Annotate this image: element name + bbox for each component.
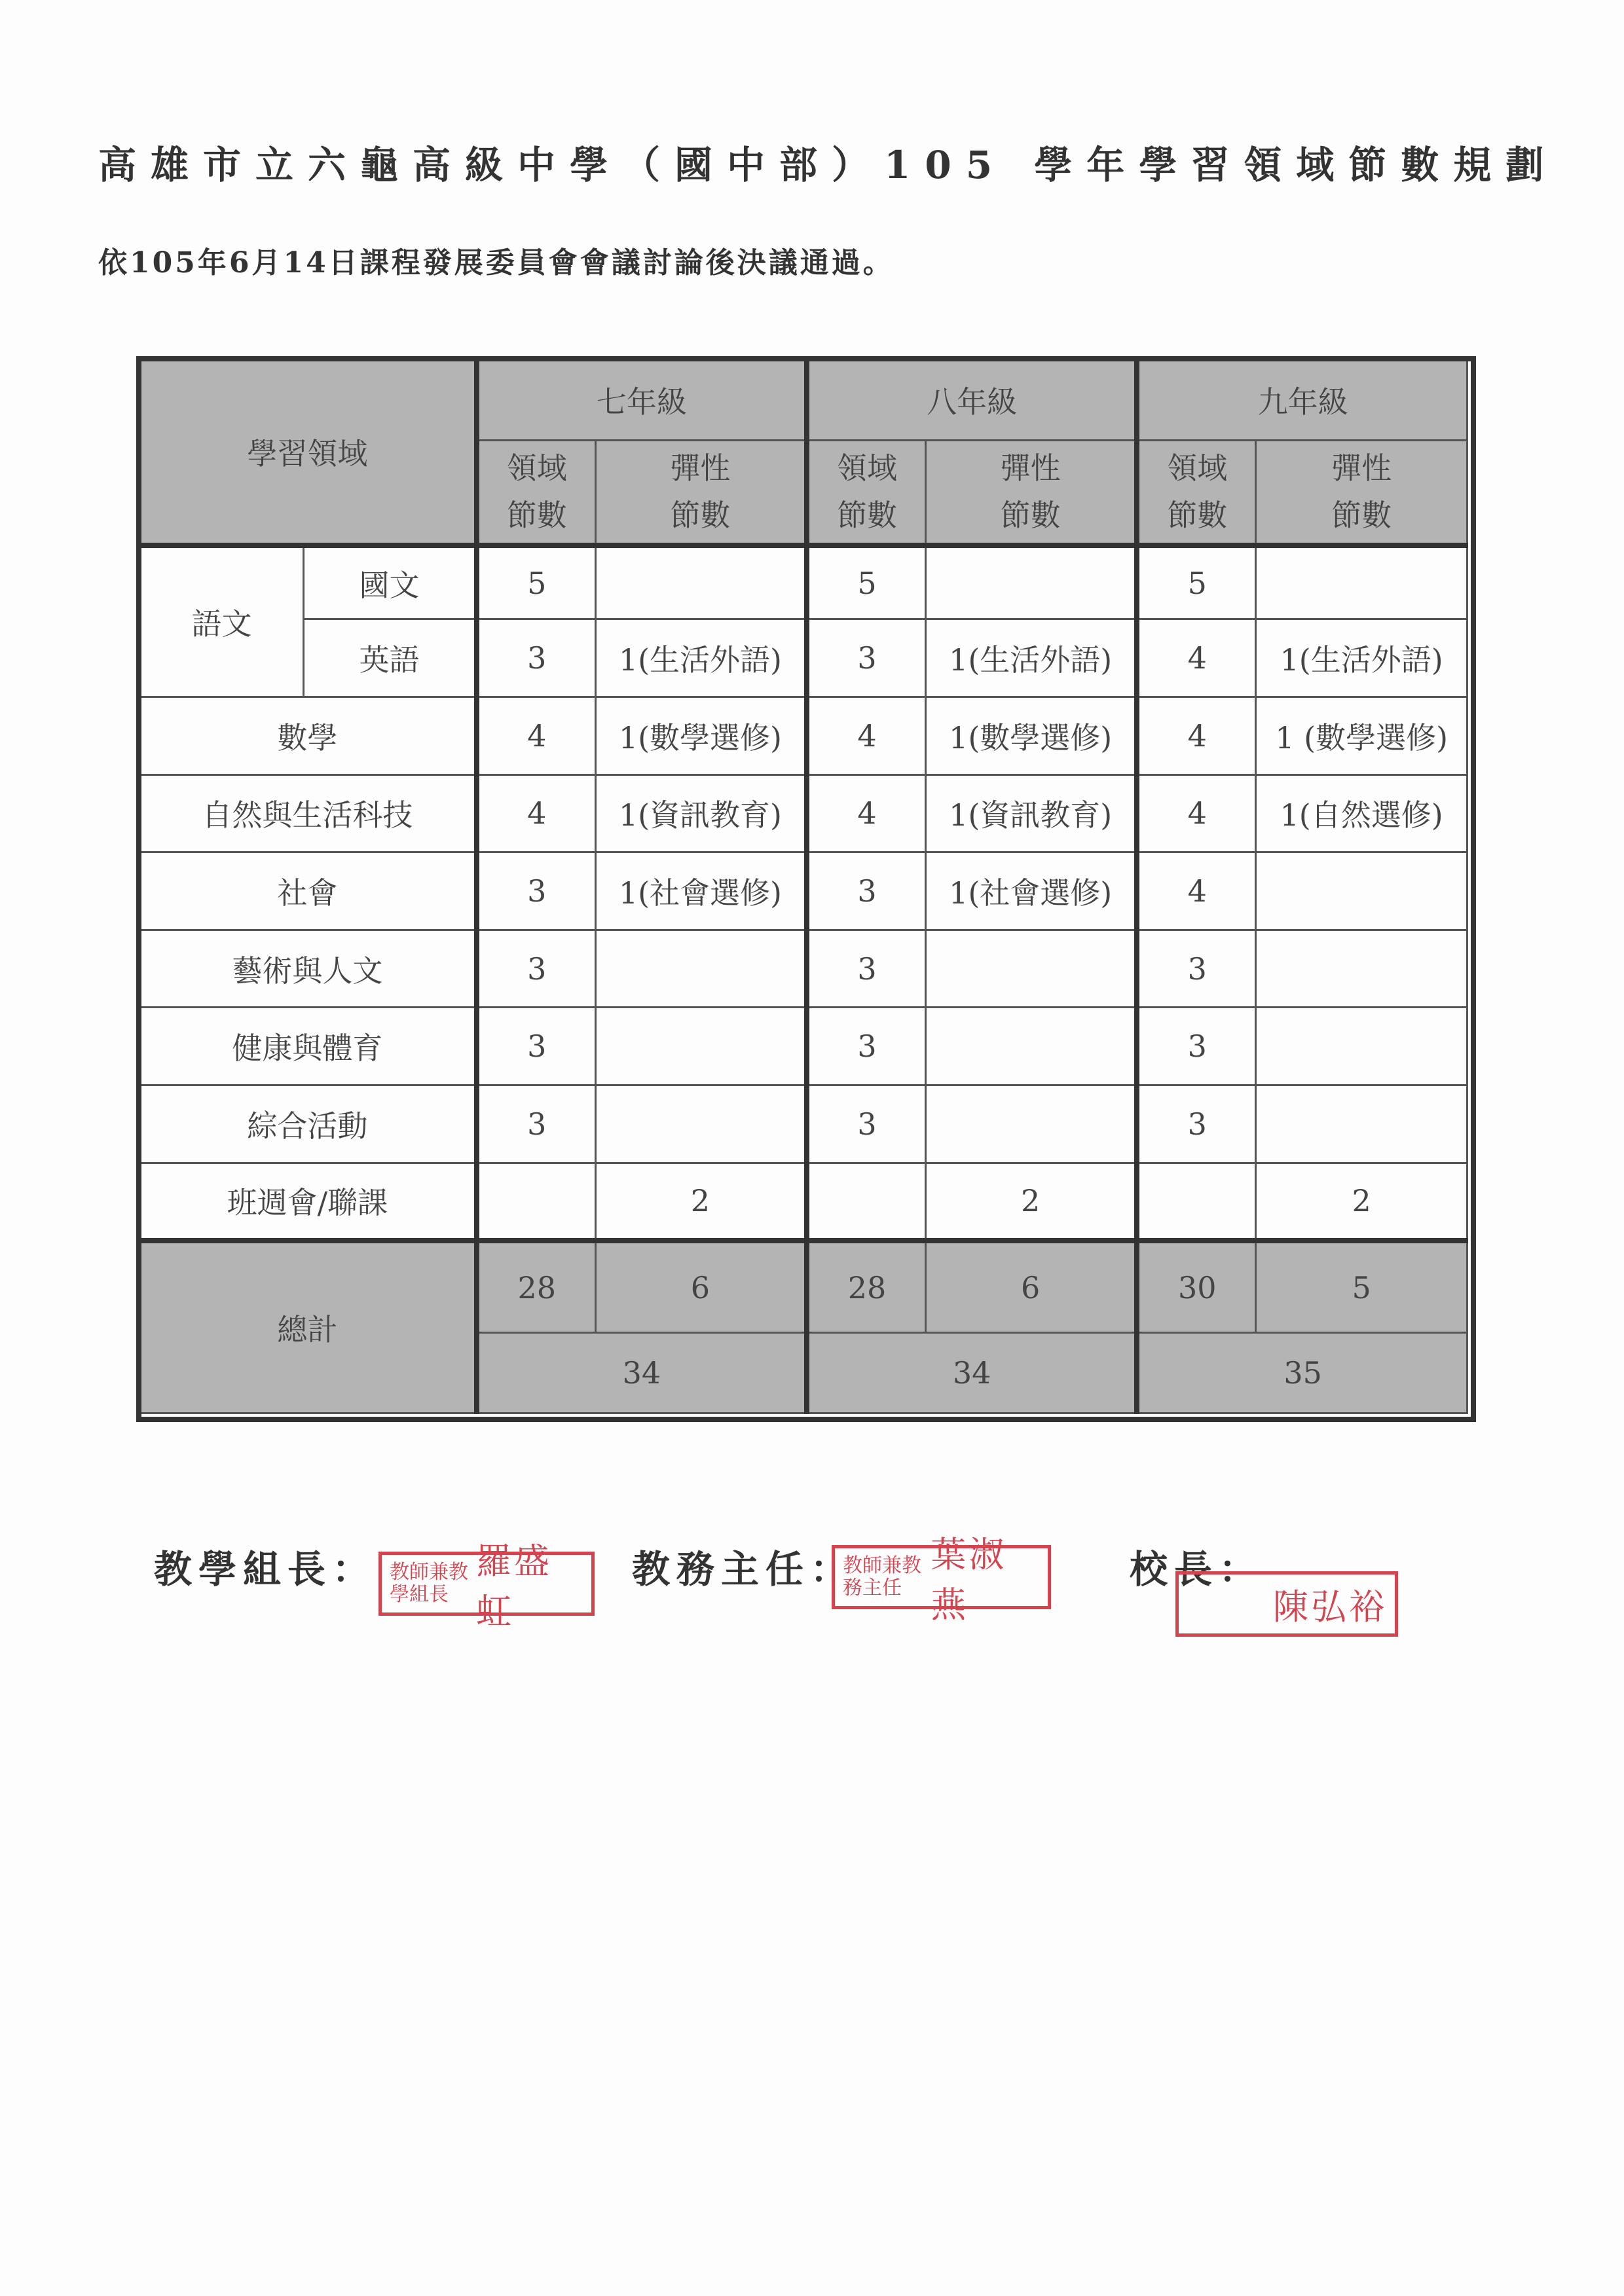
cell-g7-domain: 3 (477, 930, 596, 1008)
cell-g8-flex: 1(資訊教育) (926, 774, 1137, 852)
row-name: 藝術與人文 (140, 930, 477, 1008)
cell-g8-domain: 4 (807, 774, 926, 852)
cell-g7-domain: 3 (477, 1008, 596, 1085)
row-name: 國文 (304, 545, 477, 619)
curriculum-table (139, 359, 1468, 1414)
cell-g9-flex (1256, 1085, 1467, 1163)
cell-g7-domain: 3 (477, 1085, 596, 1163)
cell-g9-domain: 3 (1137, 930, 1256, 1008)
header-flex-periods: 彈性 節數 (595, 440, 807, 545)
header-domain-periods: 領域 節數 (477, 440, 596, 545)
stamp-title: 教師兼教學組長 (390, 1561, 468, 1606)
total-label: 總計 (140, 1241, 477, 1413)
cell-g7-flex: 1(生活外語) (595, 619, 807, 697)
row-name: 班週會/聯課 (140, 1163, 477, 1241)
cell-g8-domain: 3 (807, 1085, 926, 1163)
total-g7-domain: 28 (477, 1241, 596, 1333)
cell-g9-domain: 5 (1137, 545, 1256, 619)
row-name: 綜合活動 (140, 1085, 477, 1163)
cell-g8-flex: 1(數學選修) (926, 697, 1137, 774)
cell-g8-flex (926, 1085, 1137, 1163)
header-grade-9: 九年級 (1137, 360, 1467, 441)
header-flex-periods: 彈性 節數 (1256, 440, 1467, 545)
cell-g8-domain: 3 (807, 1008, 926, 1085)
total-g9-flex: 5 (1256, 1241, 1467, 1333)
cell-g9-domain: 3 (1137, 1085, 1256, 1163)
header-flex-periods: 彈性 節數 (926, 440, 1137, 545)
cell-g8-flex: 1(社會選修) (926, 852, 1137, 930)
cell-g7-flex (595, 930, 807, 1008)
row-name: 英語 (304, 619, 477, 697)
cell-g8-domain: 4 (807, 697, 926, 774)
cell-g7-flex (595, 545, 807, 619)
cell-g9-domain: 4 (1137, 852, 1256, 930)
director-label: 教務主任： (632, 1547, 855, 1592)
cell-g7-domain: 4 (477, 774, 596, 852)
cell-g8-flex (926, 545, 1137, 619)
row-group-chinese: 語文 (140, 545, 304, 697)
cell-g7-domain: 3 (477, 852, 596, 930)
total-g8-flex: 6 (926, 1241, 1137, 1333)
cell-g8-flex: 2 (926, 1163, 1137, 1241)
academic-leader-label: 教學組長： (154, 1547, 377, 1592)
cell-g9-domain: 3 (1137, 1008, 1256, 1085)
cell-g8-domain: 3 (807, 619, 926, 697)
cell-g7-domain: 4 (477, 697, 596, 774)
signature-row (0, 1534, 1624, 1669)
cell-g9-flex (1256, 545, 1467, 619)
director-stamp (832, 1534, 1051, 1626)
cell-g9-flex (1256, 852, 1467, 930)
total-g7-flex: 6 (595, 1241, 807, 1333)
stamp-name: 羅盛虹 (475, 1540, 552, 1632)
grand-total-g8: 34 (807, 1333, 1137, 1413)
cell-g7-domain (477, 1163, 596, 1241)
cell-g8-flex (926, 1008, 1137, 1085)
cell-g9-domain: 4 (1137, 697, 1256, 774)
cell-g9-domain: 4 (1137, 774, 1256, 852)
cell-g9-flex (1256, 930, 1467, 1008)
cell-g8-domain (807, 1163, 926, 1241)
cell-g9-flex: 1(生活外語) (1256, 619, 1467, 697)
header-domain-periods: 領域 節數 (807, 440, 926, 545)
cell-g9-flex: 1 (數學選修) (1256, 697, 1467, 774)
row-name: 自然與生活科技 (140, 774, 477, 852)
cell-g9-flex (1256, 1008, 1467, 1085)
header-learning-area: 學習領域 (140, 360, 477, 546)
header-domain-periods: 領域 節數 (1137, 440, 1256, 545)
header-grade-8: 八年級 (807, 360, 1137, 441)
cell-g7-flex: 1(數學選修) (595, 697, 807, 774)
total-g9-domain: 30 (1137, 1241, 1256, 1333)
cell-g9-flex: 1(自然選修) (1256, 774, 1467, 852)
principal-label: 校長： (1130, 1547, 1264, 1592)
cell-g8-flex (926, 930, 1137, 1008)
cell-g9-domain (1137, 1163, 1256, 1241)
cell-g8-domain: 3 (807, 852, 926, 930)
grand-total-g9: 35 (1137, 1333, 1467, 1413)
cell-g9-domain: 4 (1137, 619, 1256, 697)
row-name: 社會 (140, 852, 477, 930)
cell-g9-flex: 2 (1256, 1163, 1467, 1241)
cell-g7-domain: 5 (477, 545, 596, 619)
total-g8-domain: 28 (807, 1241, 926, 1333)
stamp-name: 陳弘裕 (1273, 1586, 1387, 1628)
stamp-name: 葉淑燕 (931, 1534, 1007, 1626)
header-grade-7: 七年級 (477, 360, 807, 441)
cell-g8-domain: 5 (807, 545, 926, 619)
cell-g7-flex: 1(社會選修) (595, 852, 807, 930)
grand-total-g7: 34 (477, 1333, 807, 1413)
row-name: 健康與體育 (140, 1008, 477, 1085)
cell-g7-domain: 3 (477, 619, 596, 697)
page-subtitle: 依105年6月14日課程發展委員會會議討論後決議通過。 (98, 246, 895, 280)
stamp-title: 教師兼教務主任 (843, 1554, 921, 1599)
page-title: 高雄市立六龜高級中學（國中部）105 學年學習領域節數規劃 (98, 143, 1559, 187)
cell-g7-flex: 1(資訊教育) (595, 774, 807, 852)
row-name: 數學 (140, 697, 477, 774)
academic-leader-stamp (378, 1540, 595, 1632)
cell-g7-flex (595, 1008, 807, 1085)
cell-g8-flex: 1(生活外語) (926, 619, 1137, 697)
cell-g7-flex: 2 (595, 1163, 807, 1241)
cell-g8-domain: 3 (807, 930, 926, 1008)
cell-g7-flex (595, 1085, 807, 1163)
principal-stamp (1175, 1571, 1398, 1637)
